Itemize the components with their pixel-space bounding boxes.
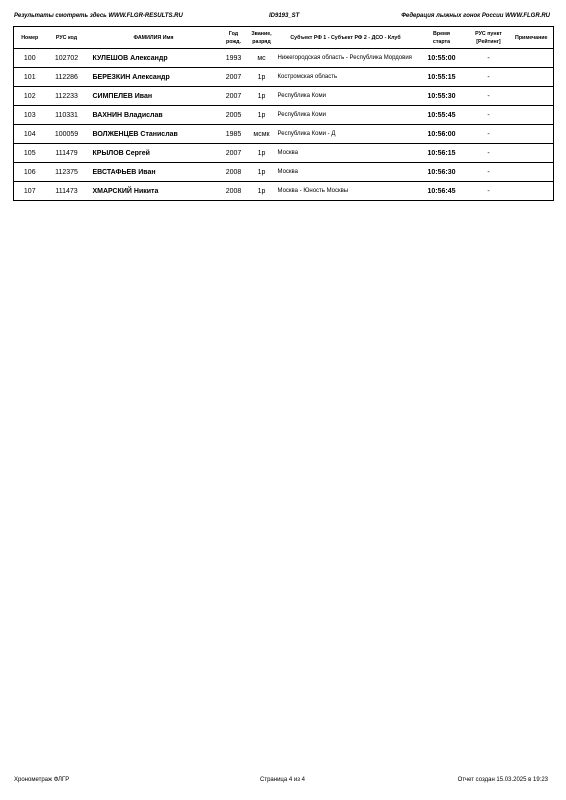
start-time-cell: 10:56:30 [416,163,468,182]
athlete-name-cell: СИМПЕЛЕВ Иван [88,87,220,106]
note-cell [510,49,554,68]
event-id: ID9193_ST [269,13,300,19]
column-header-line: Примечание [515,34,548,41]
table-row [14,106,554,125]
bib-number-cell: 105 [14,144,46,163]
athlete-name-cell: БЕРЕЗКИН Александр [88,68,220,87]
bib-number-cell: 101 [14,68,46,87]
table-row [14,163,554,182]
rank-cell: мс [248,49,276,68]
column-header-line: ФАМИЛИЯ Имя [133,34,174,41]
rus-code-cell: 112375 [46,163,88,182]
rank-cell: 1р [248,106,276,125]
rus-points-cell: - [468,68,510,87]
col-rus-code-header [46,27,88,49]
birth-year-cell: 2007 [220,68,248,87]
column-header-line: Номер [21,34,39,41]
column-header-line: старта [432,38,451,45]
table-row [14,87,554,106]
birth-year-cell: 1985 [220,125,248,144]
bib-number-cell: 107 [14,182,46,201]
rank-cell: 1р [248,87,276,106]
col-region-header [276,27,416,49]
start-time-cell: 10:55:15 [416,68,468,87]
page-header [14,13,552,25]
athlete-name-cell: ВОЛЖЕНЦЕВ Станислав [88,125,220,144]
rank-cell: 1р [248,182,276,201]
rank-cell: 1р [248,144,276,163]
column-header-line: Субъект РФ 1 - Субъект РФ 2 - ДСО - Клуб [290,34,401,41]
birth-year-cell: 2008 [220,163,248,182]
note-cell [510,87,554,106]
table-row [14,125,554,144]
table-header-row [14,27,554,49]
bib-number-cell: 100 [14,49,46,68]
rus-points-cell: - [468,182,510,201]
col-rus-points-header [468,27,510,49]
rank-cell: 1р [248,163,276,182]
column-header-line: Звание, [251,30,272,37]
bib-number-cell: 103 [14,106,46,125]
col-birth-year-header [220,27,248,49]
start-time-cell: 10:55:45 [416,106,468,125]
column-header-line: РУС код [55,34,78,41]
region-cell: Нижегородская область - Республика Мордовия [276,49,416,68]
note-cell [510,125,554,144]
footer-timing: Хронометраж ФЛГР [14,777,70,783]
athlete-name-cell: ВАХНИН Владислав [88,106,220,125]
column-header-line: Время [433,30,450,37]
region-cell: Москва [276,144,416,163]
rus-points-cell: - [468,125,510,144]
bib-number-cell: 102 [14,87,46,106]
col-number-header [14,27,46,49]
rus-code-cell: 111473 [46,182,88,201]
birth-year-cell: 2007 [220,144,248,163]
col-start-time-header [416,27,468,49]
rus-points-cell: - [468,49,510,68]
page-footer [14,777,552,787]
start-time-cell: 10:55:00 [416,49,468,68]
rus-points-cell: - [468,106,510,125]
bib-number-cell: 106 [14,163,46,182]
start-time-cell: 10:56:00 [416,125,468,144]
col-rank-header [248,27,276,49]
start-list-table [13,26,554,201]
rus-code-cell: 100059 [46,125,88,144]
rus-points-cell: - [468,144,510,163]
start-time-cell: 10:55:30 [416,87,468,106]
birth-year-cell: 2005 [220,106,248,125]
region-cell: Костромская область [276,68,416,87]
page-number: Страница 4 из 4 [260,777,305,783]
athlete-name-cell: КРЫЛОВ Сергей [88,144,220,163]
region-cell: Москва [276,163,416,182]
athlete-name-cell: ЕВСТАФЬЕВ Иван [88,163,220,182]
column-header-line: разряд [252,38,271,45]
start-time-cell: 10:56:15 [416,144,468,163]
col-name-header [88,27,220,49]
report-created: Отчет создан 15.03.2025 в 19:23 [457,777,548,783]
rus-points-cell: - [468,163,510,182]
rus-code-cell: 112286 [46,68,88,87]
rus-points-cell: - [468,87,510,106]
rus-code-cell: 102702 [46,49,88,68]
birth-year-cell: 1993 [220,49,248,68]
table-row [14,144,554,163]
federation-note: Федерация лыжных гонок России WWW.FLGR.RU [401,13,550,19]
bib-number-cell: 104 [14,125,46,144]
col-note-header [510,27,554,49]
region-cell: Республика Коми - Д [276,125,416,144]
table-row [14,182,554,201]
table-row [14,68,554,87]
rus-code-cell: 111479 [46,144,88,163]
column-header-line: [Рейтинг] [476,38,501,45]
region-cell: Республика Коми [276,87,416,106]
results-site-note: Результаты смотреть здесь WWW.FLGR-RESULTS.RU [14,13,183,19]
region-cell: Москва - Юность Москвы [276,182,416,201]
column-header-line: рожд. [226,38,241,45]
athlete-name-cell: КУЛЕШОВ Александр [88,49,220,68]
rus-code-cell: 112233 [46,87,88,106]
rus-code-cell: 110331 [46,106,88,125]
note-cell [510,106,554,125]
table-row [14,49,554,68]
note-cell [510,163,554,182]
note-cell [510,182,554,201]
birth-year-cell: 2008 [220,182,248,201]
note-cell [510,68,554,87]
column-header-line: РУС пункт [475,30,502,37]
note-cell [510,144,554,163]
rank-cell: мсмк [248,125,276,144]
region-cell: Республика Коми [276,106,416,125]
rank-cell: 1р [248,68,276,87]
table-body [14,49,554,201]
athlete-name-cell: ХМАРСКИЙ Никита [88,182,220,201]
birth-year-cell: 2007 [220,87,248,106]
column-header-line: Год [228,30,239,37]
start-time-cell: 10:56:45 [416,182,468,201]
